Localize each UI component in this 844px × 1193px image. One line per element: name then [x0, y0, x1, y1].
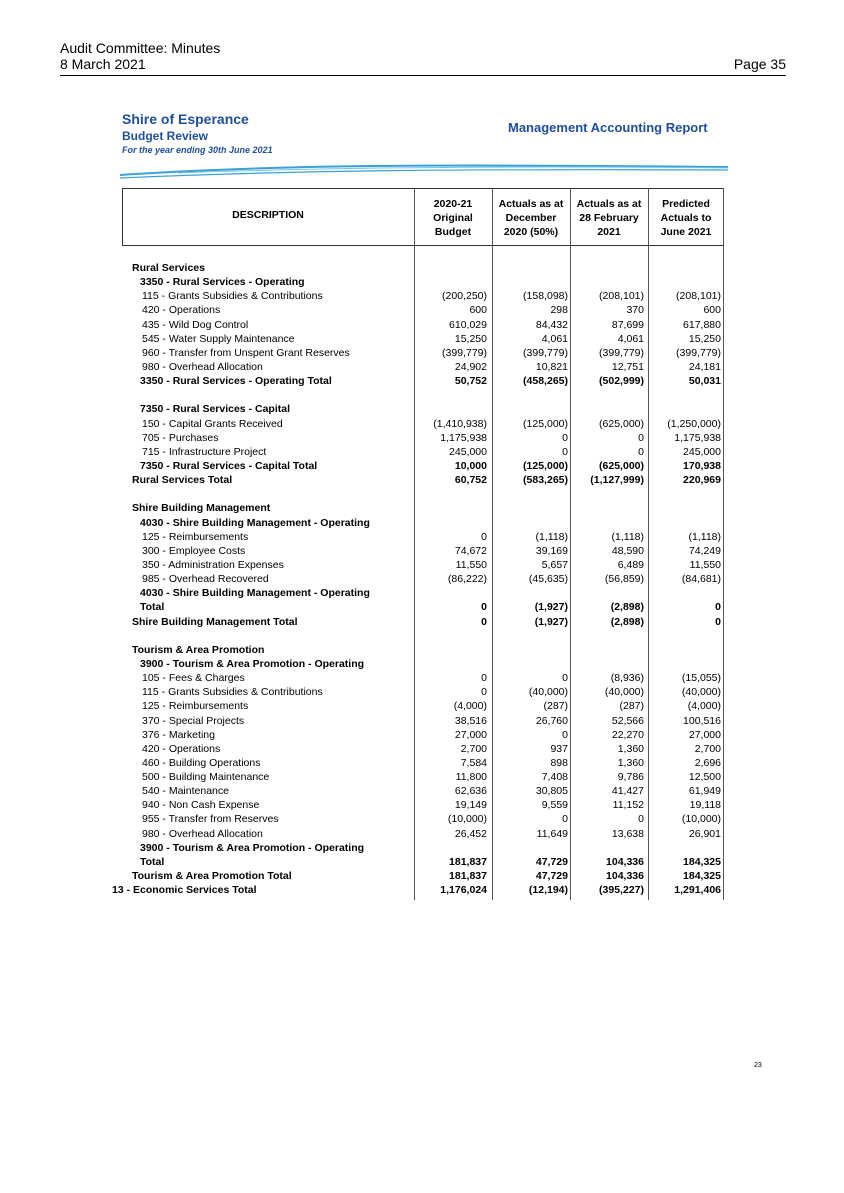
amount-cell: 0 [638, 431, 644, 444]
header-original-budget: 2020-21 Original Budget [433, 198, 473, 238]
line-item-row [122, 303, 724, 317]
amount-cell: (40,000) [681, 686, 721, 699]
amount-cell: 12,500 [688, 771, 721, 784]
row-description: 115 - Grants Subsidies & Contributions [142, 290, 323, 303]
total-row [112, 883, 724, 897]
line-item-row [122, 812, 724, 826]
amount-cell: (399,779) [599, 346, 644, 359]
line-item-row [122, 728, 724, 742]
amount-cell: 104,336 [606, 870, 644, 883]
line-item-row [122, 346, 724, 360]
amount-cell: (458,265) [523, 375, 568, 388]
row-description: 985 - Overhead Recovered [142, 573, 269, 586]
row-description: 540 - Maintenance [142, 785, 229, 798]
table-body [112, 261, 724, 897]
section-heading-row [122, 643, 724, 657]
amount-cell: 1,175,938 [440, 431, 487, 444]
amount-cell: 5,657 [541, 558, 568, 571]
amount-cell: (1,927) [534, 615, 568, 628]
amount-cell: 74,249 [688, 544, 721, 557]
line-item-row [122, 530, 724, 544]
row-description: 980 - Overhead Allocation [142, 827, 263, 840]
amount-cell: 1,360 [617, 756, 644, 769]
amount-cell: (2,898) [610, 615, 644, 628]
spacer-row [122, 388, 724, 402]
amount-cell: 41,427 [611, 785, 644, 798]
amount-cell: (625,000) [599, 417, 644, 430]
amount-cell: 2,700 [694, 742, 721, 755]
amount-cell: (125,000) [523, 417, 568, 430]
amount-cell: 27,000 [454, 728, 487, 741]
amount-cell: (84,681) [681, 573, 721, 586]
line-item-row [122, 544, 724, 558]
amount-cell: 245,000 [683, 445, 721, 458]
section-heading-row [122, 275, 724, 289]
row-description: 715 - Infrastructure Project [142, 445, 267, 458]
amount-cell: 22,270 [611, 728, 644, 741]
amount-cell: 11,649 [536, 827, 568, 840]
amount-cell: 1,360 [617, 742, 644, 755]
amount-cell: (12,194) [528, 884, 568, 897]
line-item-row [122, 827, 724, 841]
amount-cell: 0 [562, 728, 568, 741]
row-description: 125 - Reimbursements [142, 530, 249, 543]
header-actuals-december: Actuals as at December 2020 (50%) [498, 198, 564, 238]
amount-cell: 15,250 [454, 332, 487, 345]
amount-cell: (625,000) [599, 459, 644, 472]
amount-cell: 27,000 [688, 728, 721, 741]
row-description: 3350 - Rural Services - Operating Total [140, 375, 332, 388]
row-description: 4030 - Shire Building Management - Operating [140, 587, 370, 600]
page-label: Page 35 [733, 56, 786, 72]
amount-cell: 87,699 [611, 318, 644, 331]
document-title: Audit Committee: Minutes [60, 40, 221, 56]
amount-cell: 39,169 [535, 544, 568, 557]
amount-cell: 1,175,938 [674, 431, 721, 444]
budget-table [112, 188, 724, 900]
amount-cell: 298 [550, 304, 568, 317]
amount-cell: (208,101) [599, 290, 644, 303]
header-divider [60, 75, 786, 76]
row-description: 705 - Purchases [142, 431, 219, 444]
report-title: Management Accounting Report [508, 120, 708, 135]
total-row [122, 869, 724, 883]
amount-cell: 47,729 [535, 855, 568, 868]
row-description: 105 - Fees & Charges [142, 672, 245, 685]
amount-cell: 19,118 [689, 799, 721, 812]
report-subtitle: Budget Review [122, 129, 209, 143]
amount-cell: 937 [550, 742, 568, 755]
line-item-row [122, 445, 724, 459]
amount-cell: (399,779) [523, 346, 568, 359]
amount-cell: (200,250) [442, 290, 487, 303]
line-item-row [122, 417, 724, 431]
line-item-row [122, 742, 724, 756]
amount-cell: 7,584 [460, 756, 487, 769]
amount-cell: 11,550 [455, 558, 487, 571]
row-description: 3350 - Rural Services - Operating [140, 276, 305, 289]
line-item-row [122, 572, 724, 586]
amount-cell: (125,000) [523, 459, 568, 472]
row-description: 960 - Transfer from Unspent Grant Reserves [142, 346, 350, 359]
amount-cell: (4,000) [453, 700, 487, 713]
amount-cell: 610,029 [449, 318, 487, 331]
amount-cell: 10,000 [454, 459, 487, 472]
amount-cell: (8,936) [610, 672, 644, 685]
amount-cell: 245,000 [449, 445, 487, 458]
organisation-block [122, 110, 273, 156]
amount-cell: 10,821 [535, 360, 568, 373]
line-item-row [122, 798, 724, 812]
amount-cell: 0 [481, 672, 487, 685]
amount-cell: 7,408 [541, 771, 568, 784]
amount-cell: 47,729 [535, 870, 568, 883]
amount-cell: 0 [638, 445, 644, 458]
amount-cell: (45,635) [528, 573, 568, 586]
row-description: 955 - Transfer from Reserves [142, 813, 279, 826]
line-item-row [122, 784, 724, 798]
header-predicted-actuals: Predicted Actuals to June 2021 [660, 198, 712, 238]
amount-cell: 0 [715, 615, 721, 628]
page-number: 23 [754, 1062, 762, 1069]
line-item-row [122, 699, 724, 713]
row-description: 980 - Overhead Allocation [142, 360, 263, 373]
amount-cell: 12,751 [611, 360, 644, 373]
row-description: Total [140, 601, 165, 614]
amount-cell: (1,250,000) [667, 417, 721, 430]
amount-cell: (287) [543, 700, 568, 713]
amount-cell: (1,927) [534, 601, 568, 614]
row-description: Shire Building Management [132, 502, 271, 515]
amount-cell: 24,181 [688, 360, 721, 373]
section-heading-row [122, 516, 724, 530]
section-heading-row [122, 402, 724, 416]
amount-cell: 50,031 [688, 375, 721, 388]
amount-cell: 61,949 [688, 785, 721, 798]
row-description: 420 - Operations [142, 304, 221, 317]
amount-cell: 9,559 [541, 799, 568, 812]
amount-cell: (10,000) [681, 813, 721, 826]
total-row [122, 600, 724, 614]
amount-cell: 11,550 [689, 558, 721, 571]
amount-cell: 617,880 [683, 318, 721, 331]
amount-cell: (10,000) [447, 813, 487, 826]
amount-cell: 62,636 [454, 785, 487, 798]
amount-cell: 26,452 [454, 827, 487, 840]
row-description: 7350 - Rural Services - Capital Total [140, 459, 318, 472]
page-header [60, 40, 786, 72]
amount-cell: (208,101) [676, 290, 721, 303]
organisation-name: Shire of Esperance [122, 111, 249, 127]
amount-cell: (399,779) [676, 346, 721, 359]
total-row [122, 459, 724, 473]
amount-cell: 0 [562, 672, 568, 685]
amount-cell: (399,779) [442, 346, 487, 359]
row-description: 500 - Building Maintenance [142, 771, 270, 784]
amount-cell: (1,118) [688, 530, 721, 543]
spacer-row [122, 487, 724, 501]
line-item-row [122, 770, 724, 784]
line-item-row [122, 756, 724, 770]
amount-cell: (1,410,938) [433, 417, 487, 430]
section-heading-row [122, 261, 724, 275]
amount-cell: 38,516 [454, 714, 487, 727]
amount-cell: 181,837 [449, 855, 487, 868]
line-item-row [122, 671, 724, 685]
row-description: 460 - Building Operations [142, 756, 261, 769]
amount-cell: (1,127,999) [590, 474, 644, 487]
row-description: 3900 - Tourism & Area Promotion - Operating [140, 657, 365, 670]
line-item-row [122, 558, 724, 572]
row-description: 150 - Capital Grants Received [142, 417, 283, 430]
row-description: Rural Services Total [132, 474, 233, 487]
amount-cell: (40,000) [604, 686, 644, 699]
amount-cell: (40,000) [528, 686, 568, 699]
header-description: DESCRIPTION [232, 209, 304, 221]
line-item-row [122, 332, 724, 346]
amount-cell: (287) [619, 700, 644, 713]
row-description: 3900 - Tourism & Area Promotion - Operating [140, 841, 365, 854]
amount-cell: 0 [481, 686, 487, 699]
row-description: 435 - Wild Dog Control [142, 318, 249, 331]
amount-cell: 2,696 [694, 756, 721, 769]
amount-cell: 0 [481, 601, 487, 614]
amount-cell: (56,859) [604, 573, 644, 586]
row-description: 376 - Marketing [142, 728, 215, 741]
line-item-row [122, 289, 724, 303]
amount-cell: 15,250 [688, 332, 721, 345]
decorative-wave [118, 160, 730, 182]
section-heading-row [122, 657, 724, 671]
amount-cell: (395,227) [599, 884, 644, 897]
row-description: Tourism & Area Promotion [132, 643, 265, 656]
amount-cell: 48,590 [611, 544, 644, 557]
row-description: 420 - Operations [142, 742, 221, 755]
amount-cell: 26,901 [688, 827, 721, 840]
amount-cell: 30,805 [535, 785, 568, 798]
amount-cell: 181,837 [449, 870, 487, 883]
line-item-row [122, 714, 724, 728]
row-description: 940 - Non Cash Expense [142, 799, 260, 812]
amount-cell: 170,938 [683, 459, 721, 472]
amount-cell: 84,432 [535, 318, 568, 331]
line-item-row [122, 360, 724, 374]
amount-cell: 0 [562, 445, 568, 458]
amount-cell: 74,672 [454, 544, 487, 557]
amount-cell: 24,902 [454, 360, 487, 373]
amount-cell: 13,638 [611, 827, 644, 840]
amount-cell: (86,222) [447, 573, 487, 586]
amount-cell: 0 [481, 615, 487, 628]
amount-cell: 6,489 [617, 558, 644, 571]
amount-cell: 0 [638, 813, 644, 826]
row-description: Total [140, 855, 165, 868]
amount-cell: 4,061 [541, 332, 568, 345]
row-description: 370 - Special Projects [142, 714, 245, 727]
amount-cell: 19,149 [454, 799, 487, 812]
amount-cell: 104,336 [606, 855, 644, 868]
amount-cell: 2,700 [460, 742, 487, 755]
row-description: 13 - Economic Services Total [112, 884, 257, 897]
amount-cell: 0 [715, 601, 721, 614]
report-period: For the year ending 30th June 2021 [122, 145, 273, 155]
amount-cell: (502,999) [599, 375, 644, 388]
total-row [122, 615, 724, 629]
row-description: 115 - Grants Subsidies & Contributions [142, 686, 323, 699]
amount-cell: 220,969 [683, 474, 721, 487]
total-row [122, 473, 724, 487]
amount-cell: (1,118) [535, 530, 568, 543]
amount-cell: 184,325 [683, 855, 721, 868]
header-actuals-february: Actuals as at 28 February 2021 [576, 198, 642, 238]
total-row [122, 855, 724, 869]
meeting-date: 8 March 2021 [60, 56, 146, 72]
amount-cell: 26,760 [535, 714, 568, 727]
section-heading-row [122, 586, 724, 600]
amount-cell: 1,291,406 [674, 884, 721, 897]
amount-cell: 100,516 [683, 714, 721, 727]
amount-cell: (4,000) [687, 700, 721, 713]
row-description: 4030 - Shire Building Management - Operating [140, 516, 370, 529]
row-description: Rural Services [132, 262, 205, 274]
amount-cell: 600 [703, 304, 721, 317]
amount-cell: 4,061 [617, 332, 644, 345]
amount-cell: 11,800 [455, 771, 487, 784]
section-heading-row [122, 841, 724, 855]
amount-cell: 1,176,024 [440, 884, 487, 897]
spacer-row [122, 629, 724, 643]
amount-cell: 52,566 [611, 714, 644, 727]
line-item-row [122, 318, 724, 332]
line-item-row [122, 685, 724, 699]
amount-cell: 60,752 [454, 474, 487, 487]
amount-cell: 50,752 [454, 375, 487, 388]
row-description: Shire Building Management Total [132, 615, 298, 628]
row-description: 7350 - Rural Services - Capital [140, 403, 290, 416]
row-description: 545 - Water Supply Maintenance [142, 332, 295, 345]
total-row [122, 374, 724, 388]
amount-cell: 898 [550, 756, 568, 769]
amount-cell: (158,098) [523, 290, 568, 303]
row-description: Tourism & Area Promotion Total [132, 870, 292, 883]
amount-cell: (15,055) [681, 672, 721, 685]
amount-cell: 600 [469, 304, 487, 317]
amount-cell: (1,118) [611, 530, 644, 543]
amount-cell: (583,265) [523, 474, 568, 487]
row-description: 300 - Employee Costs [142, 544, 246, 557]
amount-cell: 184,325 [683, 870, 721, 883]
amount-cell: 370 [626, 304, 644, 317]
amount-cell: 0 [481, 530, 487, 543]
amount-cell: 0 [562, 813, 568, 826]
amount-cell: 11,152 [612, 799, 644, 812]
amount-cell: (2,898) [610, 601, 644, 614]
section-heading-row [122, 501, 724, 515]
row-description: 350 - Administration Expenses [142, 558, 284, 571]
amount-cell: 0 [562, 431, 568, 444]
row-description: 125 - Reimbursements [142, 700, 249, 713]
line-item-row [122, 431, 724, 445]
amount-cell: 9,786 [617, 771, 644, 784]
